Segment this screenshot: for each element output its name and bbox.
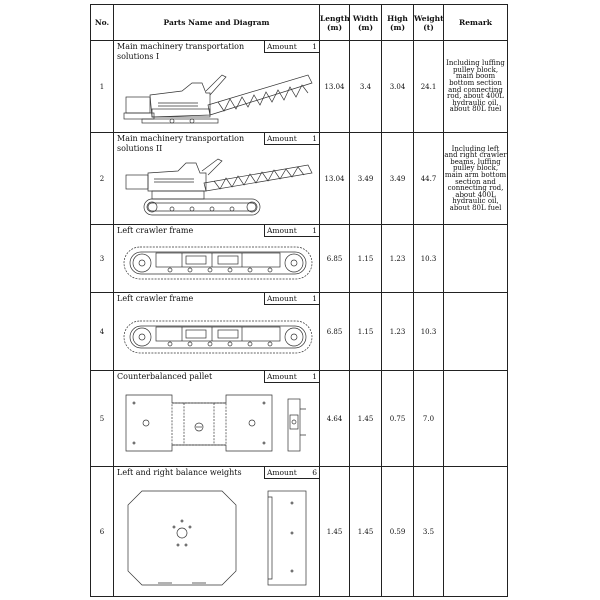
remark-value [444, 225, 508, 293]
parts-cell [114, 225, 320, 293]
table-row [91, 133, 508, 225]
header-remark: Remark [444, 5, 508, 41]
parts-cell [114, 467, 320, 597]
part-name: Left and right balance weights [117, 468, 242, 477]
amount-label: Amount [267, 372, 297, 381]
width-value: 1.45 [350, 371, 382, 467]
amount-value: 1 [312, 372, 317, 381]
part-name: Main machinery transportation solutions II [117, 134, 245, 153]
row-no: 1 [91, 41, 114, 133]
header-weight: Weight (t) [414, 5, 444, 41]
row-no: 2 [91, 133, 114, 225]
amount-value: 1 [312, 294, 317, 303]
amount-label: Amount [267, 42, 297, 51]
row-no: 6 [91, 467, 114, 597]
high-value: 1.23 [382, 225, 414, 293]
amount-box [264, 41, 319, 53]
weight-value: 10.3 [414, 293, 444, 371]
length-value: 13.04 [320, 133, 350, 225]
parts-table [90, 4, 508, 597]
remark-value [444, 293, 508, 371]
length-value: 13.04 [320, 41, 350, 133]
crane-with-crawler-drawing [122, 157, 314, 221]
table-row [91, 371, 508, 467]
crawler-frame-drawing [122, 313, 314, 361]
header-high: High (m) [382, 5, 414, 41]
high-value: 3.49 [382, 133, 414, 225]
high-value: 0.75 [382, 371, 414, 467]
header-length: Length (m) [320, 5, 350, 41]
parts-cell [114, 41, 320, 133]
amount-label: Amount [267, 226, 297, 235]
length-value: 4.64 [320, 371, 350, 467]
amount-box [264, 293, 319, 305]
amount-label: Amount [267, 468, 297, 477]
amount-box [264, 133, 319, 145]
amount-box [264, 467, 319, 479]
table-row [91, 293, 508, 371]
header-width: Width (m) [350, 5, 382, 41]
length-value: 6.85 [320, 225, 350, 293]
length-value: 1.45 [320, 467, 350, 597]
row-no: 5 [91, 371, 114, 467]
remark-value [444, 467, 508, 597]
remark-value: Including left and right crawler beams, luffing pulley block, main arm bottom section and connecting rod, about 400L hydraulic oil, about 80L fuel [444, 133, 508, 225]
amount-label: Amount [267, 134, 297, 143]
parts-cell [114, 133, 320, 225]
remark-value: Including luffing pulley block, main boom bottom section and connecting rod, about 400L hydraulic oil, about 80L fuel [444, 41, 508, 133]
width-value: 1.15 [350, 225, 382, 293]
weight-value: 24.1 [414, 41, 444, 133]
amount-value: 1 [312, 226, 317, 235]
part-name: Counterbalanced pallet [117, 372, 213, 381]
remark-value [444, 371, 508, 467]
table-row [91, 467, 508, 597]
weight-value: 7.0 [414, 371, 444, 467]
row-no: 3 [91, 225, 114, 293]
crane-upper-drawing [122, 69, 314, 131]
weight-value: 3.5 [414, 467, 444, 597]
parts-cell [114, 293, 320, 371]
length-value: 6.85 [320, 293, 350, 371]
part-name: Left crawler frame [117, 294, 194, 303]
amount-value: 1 [312, 134, 317, 143]
high-value: 1.23 [382, 293, 414, 371]
amount-box [264, 371, 319, 383]
header-parts: Parts Name and Diagram [114, 5, 320, 41]
crawler-frame-drawing [122, 241, 314, 285]
part-name: Left crawler frame [117, 226, 194, 235]
header-row [91, 5, 508, 41]
width-value: 3.49 [350, 133, 382, 225]
high-value: 3.04 [382, 41, 414, 133]
amount-value: 6 [312, 468, 317, 477]
amount-value: 1 [312, 42, 317, 51]
amount-label: Amount [267, 294, 297, 303]
row-no: 4 [91, 293, 114, 371]
weight-value: 10.3 [414, 225, 444, 293]
part-name: Main machinery transportation solutions I [117, 42, 245, 61]
header-no: No. [91, 5, 114, 41]
table-row [91, 41, 508, 133]
balance-weight-drawing [122, 487, 312, 591]
weight-value: 44.7 [414, 133, 444, 225]
width-value: 1.45 [350, 467, 382, 597]
width-value: 1.15 [350, 293, 382, 371]
amount-box [264, 225, 319, 237]
table-row [91, 225, 508, 293]
pallet-drawing [122, 389, 312, 461]
width-value: 3.4 [350, 41, 382, 133]
high-value: 0.59 [382, 467, 414, 597]
parts-cell [114, 371, 320, 467]
